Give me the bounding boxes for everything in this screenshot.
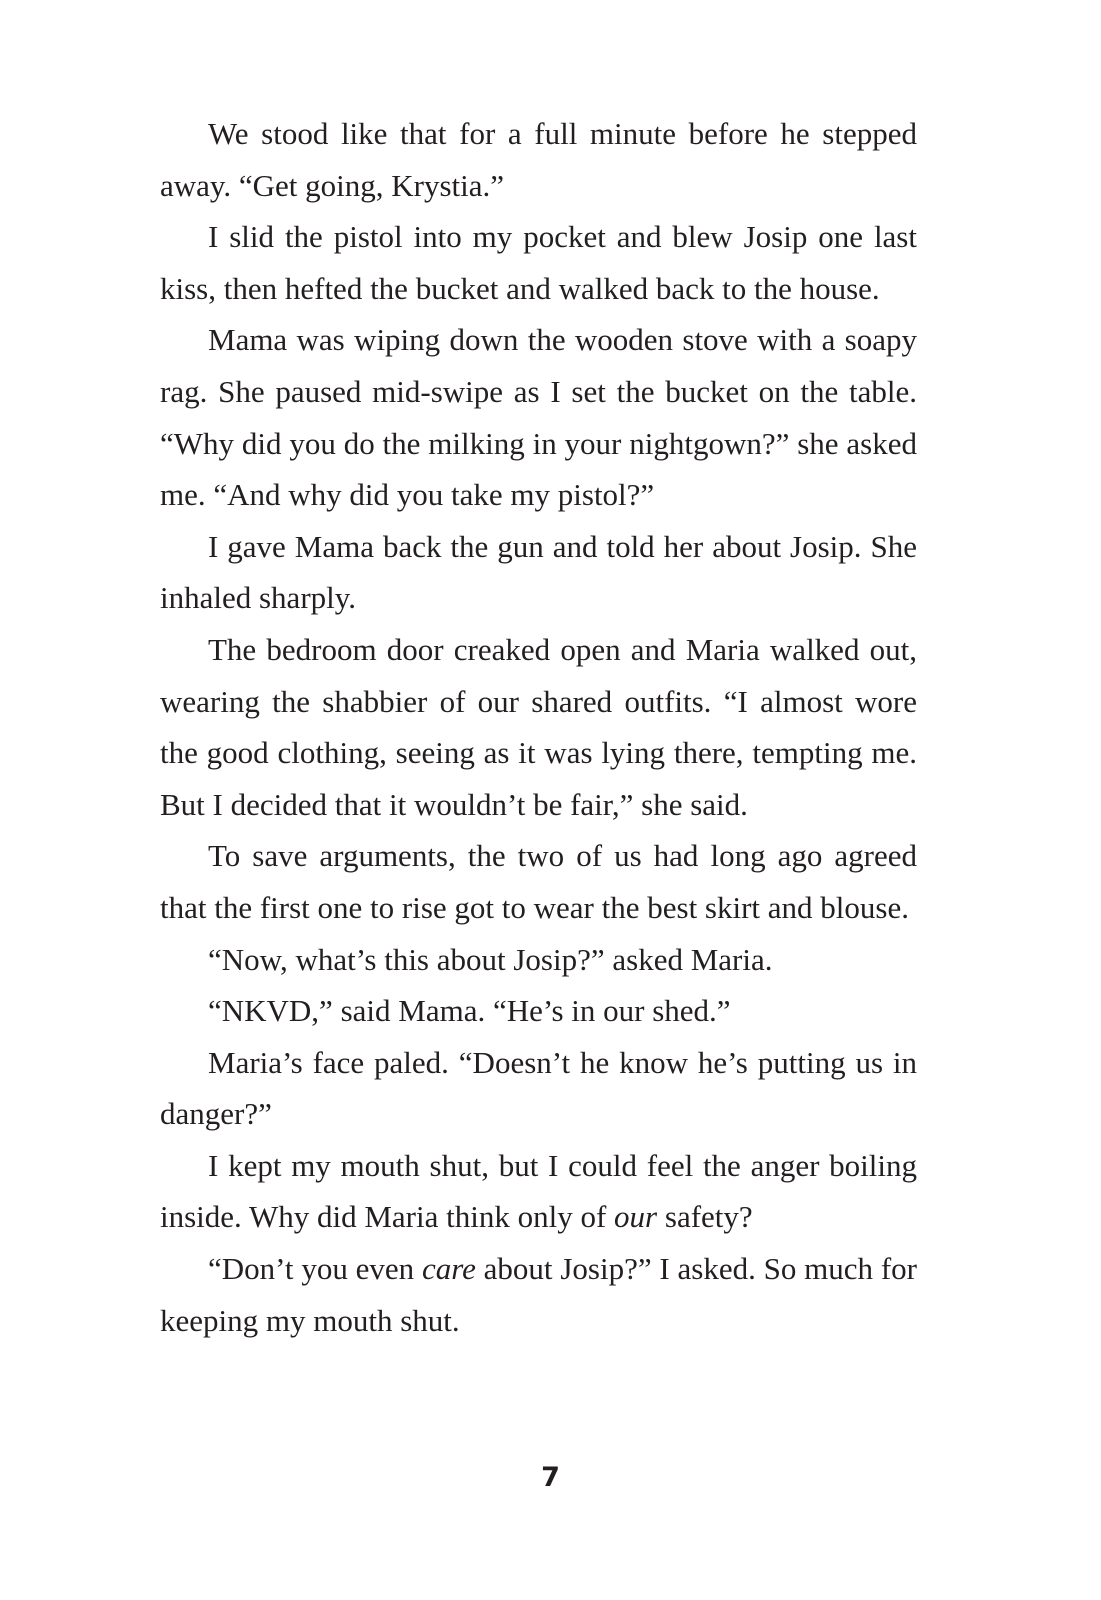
paragraph: [160, 985, 917, 1037]
italic-text: our: [614, 1199, 658, 1235]
paragraph: [160, 521, 917, 624]
text-run: I slid the pistol into my pocket and blew Josip one last kiss, then hefted the bucket and walked back to the house.: [160, 219, 917, 306]
text-run: I gave Mama back the gun and told her about Josip. She inhaled sharply.: [160, 528, 917, 616]
paragraph: [160, 314, 917, 520]
text-run: “NKVD,” said Mama. “He’s in our shed.”: [208, 993, 731, 1029]
text-run: The bedroom door creaked open and Maria walked out, wearing the shabbier of our shared outfits. “I almost wore the good clothing, seeing as it was lying there, tempting me. But I decided that it wouldn’t be fair,” she said.: [160, 631, 917, 822]
text-run: safety?: [657, 1199, 753, 1235]
text-run: We stood like that for a full minute before he stepped away. “Get going, Krystia.”: [160, 116, 917, 203]
text-run: about Josip?” I asked. So much for keeping my mouth shut.: [160, 1251, 917, 1338]
paragraph: [160, 211, 917, 314]
text-run: To save arguments, the two of us had long ago agreed that the first one to rise got to wear the best skirt and blouse.: [160, 838, 917, 925]
paragraph: [160, 1140, 917, 1243]
text-run: Mama was wiping down the wooden stove with a soapy rag. She paused mid-swipe as I set the bucket on the table. “Why did you do the milking in your nightgown?” she asked me. “And why did you take my pistol?”: [160, 322, 917, 513]
paragraph: [160, 1037, 917, 1140]
text-run: “Now, what’s this about Josip?” asked Maria.: [208, 941, 773, 977]
paragraph: [160, 830, 917, 933]
text-run: Maria’s face paled. “Doesn’t he know he’s putting us in danger?”: [160, 1044, 917, 1132]
paragraph: [160, 624, 917, 830]
paragraph: [160, 1243, 917, 1346]
text-run: “Don’t you even: [208, 1251, 422, 1287]
paragraph: [160, 108, 917, 211]
text-run: I kept my mouth shut, but I could feel the anger boiling inside. Why did Maria think only of: [160, 1147, 917, 1235]
italic-text: care: [421, 1251, 476, 1287]
page-number: 7: [541, 1462, 560, 1493]
paragraph: [160, 934, 917, 986]
body-text: [160, 108, 917, 1346]
